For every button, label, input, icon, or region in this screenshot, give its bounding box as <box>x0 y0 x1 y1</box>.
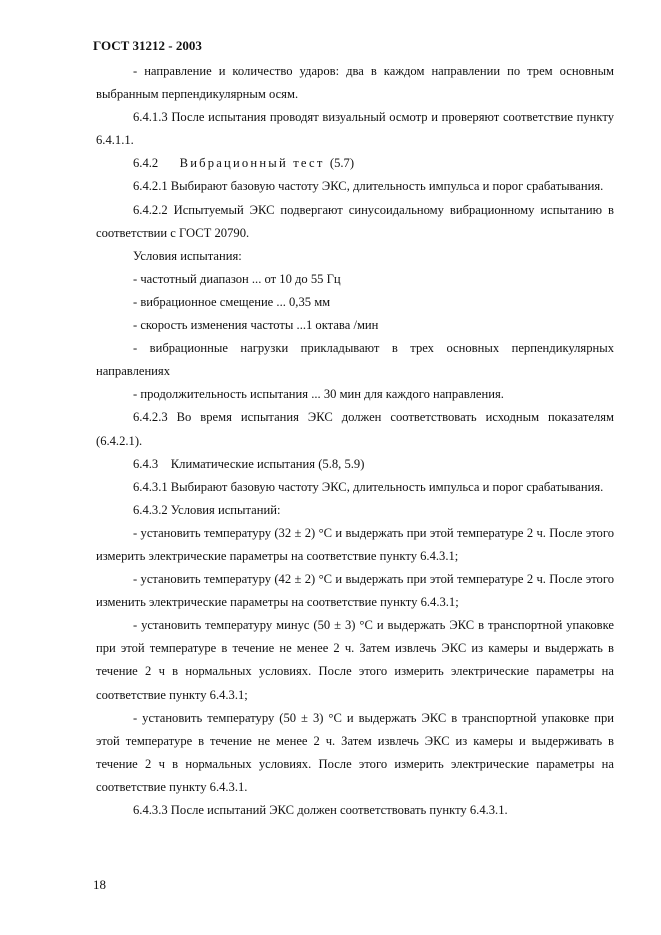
page-number: 18 <box>93 877 106 892</box>
list-item-test-duration: - продолжительность испытания ... 30 мин для каждого направления. <box>133 387 504 402</box>
paragraph-6-4-2-2: 6.4.2.2 Испытуемый ЭКС подвергают синусоидальному вибрационному испытанию в соответствии с ГОСТ 20790. <box>96 202 614 240</box>
paragraph-6-4-3-3: 6.4.3.3 После испытаний ЭКС должен соответствовать пункту 6.4.3.1. <box>133 803 508 817</box>
list-item-temperature-42: - установить температуру (42 ± 2) °С и выдержать при этой температуре 2 ч. После этого изменить электрические параметры на соответствие пункту 6.4.3.1; <box>96 572 614 610</box>
list-item-temperature-minus-50: - установить температуру минус (50 ± 3) °С и выдержать ЭКС в транспортной упаковке при этой температуре в течение не менее 2 ч. Затем извлечь ЭКС из камеры и выдержать в течение 2 ч в нормальных условиях. После этого измерить электрические параметры на соответствие пункту 6.4.3.1; <box>96 618 614 702</box>
heading-6-4-3: 6.4.3 Климатические испытания (5.8, 5.9) <box>133 456 365 471</box>
heading-6-4-2 <box>96 152 614 175</box>
list-item-frequency-range: - частотный диапазон ... от 10 до 55 Гц <box>133 271 341 286</box>
list-item-vibration-loads: - вибрационные нагрузки прикладывают в трех основных перпендикулярных направлениях <box>96 341 614 379</box>
paragraph-impact-direction: - направление и количество ударов: два в каждом направлении по трем основным выбранным перпендикулярным осям. <box>96 64 614 102</box>
list-item-vibration-displacement: - вибрационное смещение ... 0,35 мм <box>133 294 331 309</box>
list-item-frequency-sweep-rate: - скорость изменения частоты ...1 октава /мин <box>133 318 379 333</box>
document-body <box>96 60 614 822</box>
paragraph-6-4-2-3: 6.4.2.3 Во время испытания ЭКС должен соответствовать исходным показателям (6.4.2.1). <box>96 410 614 448</box>
paragraph-6-4-3-2: 6.4.3.2 Условия испытаний: <box>133 502 281 517</box>
heading-6-4-2-number: 6.4.2 <box>133 156 159 171</box>
paragraph-test-conditions: Условия испытания: <box>133 248 242 263</box>
document-header: ГОСТ 31212 - 2003 <box>93 38 202 53</box>
paragraph-6-4-2-1: 6.4.2.1 Выбирают базовую частоту ЭКС, длительность импульса и порог срабатывания. <box>133 179 604 194</box>
list-item-temperature-50: - установить температуру (50 ± 3) °С и выдержать ЭКС в транспортной упаковке при этой температуре в течение не менее 2 ч. Затем извлечь ЭКС из камеры и выдерживать в течение 2 ч в нормальных условиях. После этого измерить электрические параметры на соответствие пункту 6.4.3.1. <box>96 710 614 794</box>
heading-6-4-2-ref: (5.7) <box>329 156 355 171</box>
list-item-temperature-32: - установить температуру (32 ± 2) °С и выдержать при этой температуре 2 ч. После этого измерить электрические параметры на соответствие пункту 6.4.3.1; <box>96 525 614 563</box>
heading-6-4-2-title: Вибрационный тест <box>179 156 325 171</box>
paragraph-6-4-1-3: 6.4.1.3 После испытания проводят визуальный осмотр и проверяют соответствие пункту 6.4.1.1. <box>96 110 614 148</box>
paragraph-6-4-3-1: 6.4.3.1 Выбирают базовую частоту ЭКС, длительность импульса и порог срабатывания. <box>133 479 604 494</box>
